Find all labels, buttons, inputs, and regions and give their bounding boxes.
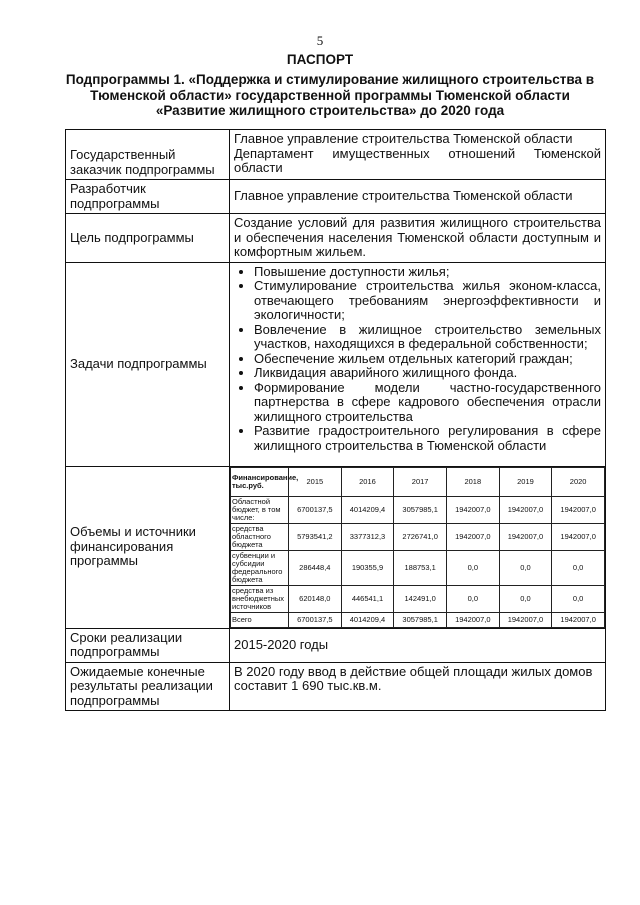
customer-label: Государственный заказчик подпрограммы: [66, 130, 230, 180]
goal-label: Цель подпрограммы: [66, 214, 230, 263]
customer-line-1: Главное управление строительства Тюменской области: [234, 131, 573, 146]
financing-cell: 1942007,0: [552, 496, 605, 523]
financing-cell: 5793541,2: [289, 523, 342, 550]
task-item: • Обеспечение жильем отдельных категорий граждан;: [254, 352, 601, 367]
financing-cell: 6700137,5: [289, 496, 342, 523]
financing-cell: 4014209,4: [341, 496, 394, 523]
financing-cell: 0,0: [446, 550, 499, 585]
year-header: 2019: [499, 467, 552, 496]
row-financing: [66, 466, 606, 628]
results-label: Ожидаемые конечные результаты реализации подпрограммы: [66, 662, 230, 711]
financing-cell: 446541,1: [341, 585, 394, 612]
financing-cell: 1942007,0: [446, 523, 499, 550]
financing-cell: 3377312,3: [341, 523, 394, 550]
financing-row: [231, 523, 605, 550]
tasks-label: Задачи подпрограммы: [66, 262, 230, 466]
results-value: В 2020 году ввод в действие общей площади жилых домов составит 1 690 тыс.кв.м.: [230, 662, 606, 711]
financing-header-label: Финансирование, тыс.руб.: [231, 467, 289, 496]
financing-cell: 1942007,0: [446, 612, 499, 627]
financing-cell: 3057985,1: [394, 496, 447, 523]
tasks-list: [234, 265, 601, 454]
year-header: 2015: [289, 467, 342, 496]
financing-row-label: средства областного бюджета: [231, 523, 289, 550]
financing-cell: 0,0: [552, 585, 605, 612]
financing-cell: 1942007,0: [499, 612, 552, 627]
goal-value: Создание условий для развития жилищного строительства и обеспечения населения Тюменской области доступным и комфортным жильем.: [230, 214, 606, 263]
year-header: 2016: [341, 467, 394, 496]
year-header: 2020: [552, 467, 605, 496]
developer-label: Разработчик подпрограммы: [66, 180, 230, 214]
financing-cell: 1942007,0: [552, 612, 605, 627]
task-item: • Вовлечение в жилищное строительство земельных участков, находящихся в федеральной собственности;: [254, 323, 601, 352]
task-item: • Повышение доступности жилья;: [254, 265, 601, 280]
row-developer: [66, 180, 606, 214]
document-subtitle: Подпрограммы 1. «Поддержка и стимулирование жилищного строительства в Тюменской области» государственной программы Тюменской области «Развитие жилищного строительства» до 2020 года: [65, 72, 595, 118]
financing-cell: 2726741,0: [394, 523, 447, 550]
financing-row: [231, 585, 605, 612]
row-goal: [66, 214, 606, 263]
financing-cell: 188753,1: [394, 550, 447, 585]
financing-cell: 1942007,0: [552, 523, 605, 550]
financing-label: Объемы и источники финансирования программы: [66, 466, 230, 628]
financing-cell: 0,0: [499, 585, 552, 612]
page-number: 5: [316, 33, 324, 48]
row-tasks: [66, 262, 606, 466]
terms-value: 2015-2020 годы: [230, 628, 606, 662]
customer-line-2: Департамент имущественных отношений Тюменской области: [234, 145, 601, 175]
financing-row-label: субвенции и субсидии федерального бюджета: [231, 550, 289, 585]
financing-cell: 6700137,5: [289, 612, 342, 627]
financing-cell: 190355,9: [341, 550, 394, 585]
financing-cell: 1942007,0: [446, 496, 499, 523]
financing-cell: 3057985,1: [394, 612, 447, 627]
financing-cell: 0,0: [446, 585, 499, 612]
financing-cell: 620148,0: [289, 585, 342, 612]
financing-total-label: Всего: [231, 612, 289, 627]
tasks-value: [230, 262, 606, 466]
task-item: • Формирование модели частно-государственного партнерства в сфере кадрового обеспечения отрасли жилищного строительства: [254, 381, 601, 425]
financing-cell: 286448,4: [289, 550, 342, 585]
financing-cell: 1942007,0: [499, 523, 552, 550]
passport-table: [65, 129, 606, 711]
year-header: 2018: [446, 467, 499, 496]
financing-cell: 0,0: [499, 550, 552, 585]
financing-row: [231, 496, 605, 523]
task-item: • Стимулирование строительства жилья эконом-класса, отвечающего требованиям энергоэффективности и экологичности;: [254, 279, 601, 323]
row-results: [66, 662, 606, 711]
financing-cell: 0,0: [552, 550, 605, 585]
financing-row-label: средства из внебюджетных источников: [231, 585, 289, 612]
document-title: ПАСПОРТ: [286, 52, 354, 67]
financing-table: [230, 467, 605, 628]
developer-value: Главное управление строительства Тюменской области: [230, 180, 606, 214]
customer-value: [230, 130, 606, 180]
task-item: • Развитие градостроительного регулирования в сфере жилищного строительства в Тюменской области: [254, 424, 601, 453]
financing-cell: 1942007,0: [499, 496, 552, 523]
year-header: 2017: [394, 467, 447, 496]
financing-cell: 4014209,4: [341, 612, 394, 627]
financing-total-row: [231, 612, 605, 627]
financing-header-row: [231, 467, 605, 496]
row-customer: [66, 130, 606, 180]
financing-row-label: Областной бюджет, в том числе:: [231, 496, 289, 523]
financing-row: [231, 550, 605, 585]
task-item: • Ликвидация аварийного жилищного фонда.: [254, 366, 601, 381]
financing-value: [230, 466, 606, 628]
row-terms: [66, 628, 606, 662]
financing-cell: 142491,0: [394, 585, 447, 612]
terms-label: Сроки реализации подпрограммы: [66, 628, 230, 662]
